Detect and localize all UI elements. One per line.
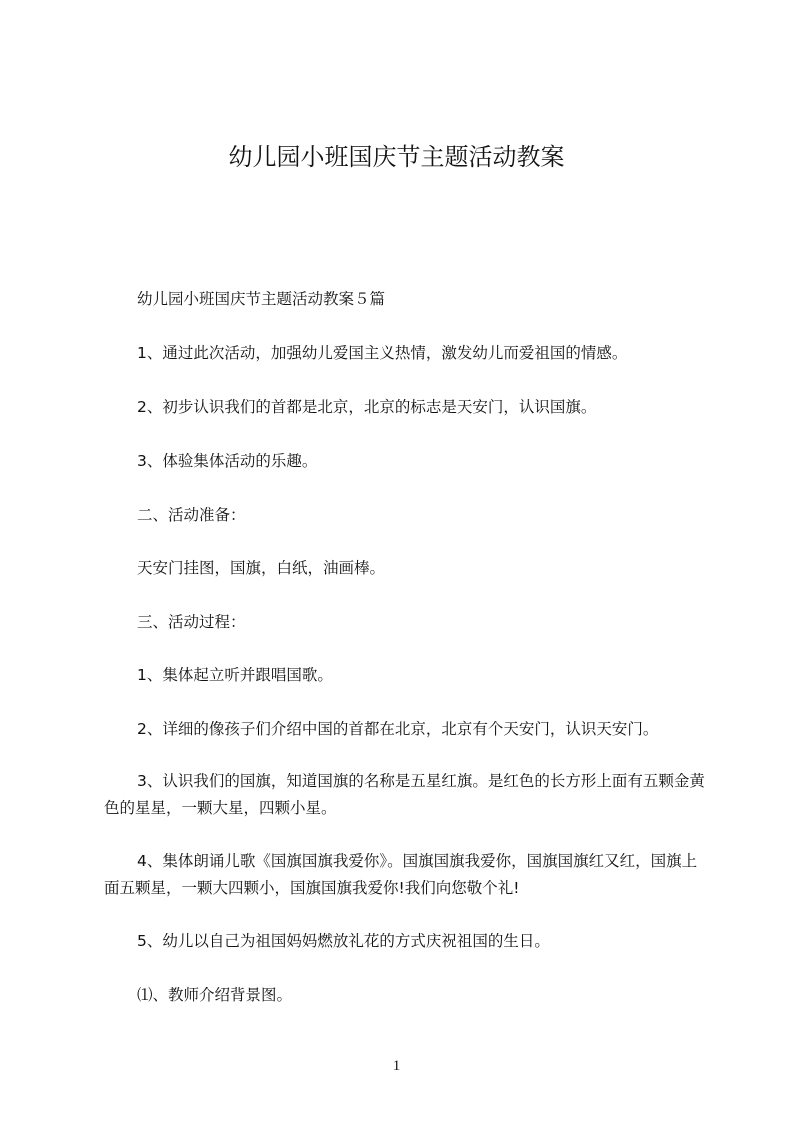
section-heading-preparation: 二、活动准备： (137, 506, 246, 524)
paragraph-materials: 天安门挂图，国旗，白纸，油画棒。 (137, 559, 386, 577)
document-title: 幼儿园小班国庆节主题活动教案 (228, 143, 565, 171)
paragraph-step-2: 2、详细的像孩子们介绍中国的首都在北京，北京有个天安门，认识天安门。 (137, 720, 659, 738)
paragraph-step-3: 3、认识我们的国旗，知道国旗的名称是五星红旗。是红色的长方形上面有五颗金黄色的星星，一颗大星，四颗小星。 (104, 772, 705, 817)
paragraph-substep-1: ⑴、教师介绍背景图。 (137, 986, 293, 1004)
paragraph-goal-1: 1、通过此次活动，加强幼儿爱国主义热情，激发幼儿而爱祖国的情感。 (137, 344, 628, 362)
page-number: 1 (392, 1058, 401, 1074)
paragraph-goal-2: 2、初步认识我们的首都是北京，北京的标志是天安门，认识国旗。 (137, 398, 597, 416)
section-heading-process: 三、活动过程： (137, 613, 246, 631)
paragraph-goal-3: 3、体验集体活动的乐趣。 (137, 452, 318, 470)
paragraph-step-1: 1、集体起立听并跟唱国歌。 (137, 666, 333, 684)
paragraph-step-5: 5、幼儿以自己为祖国妈妈燃放礼花的方式庆祝祖国的生日。 (137, 932, 550, 950)
paragraph-step-4: 4、集体朗诵儿歌《国旗国旗我爱你》。国旗国旗我爱你，国旗国旗红又红，国旗上面五颗星，一颗大四颗小，国旗国旗我爱你!我们向您敬个礼! (104, 852, 698, 897)
paragraph-intro: 幼儿园小班国庆节主题活动教案５篇 (137, 290, 386, 308)
